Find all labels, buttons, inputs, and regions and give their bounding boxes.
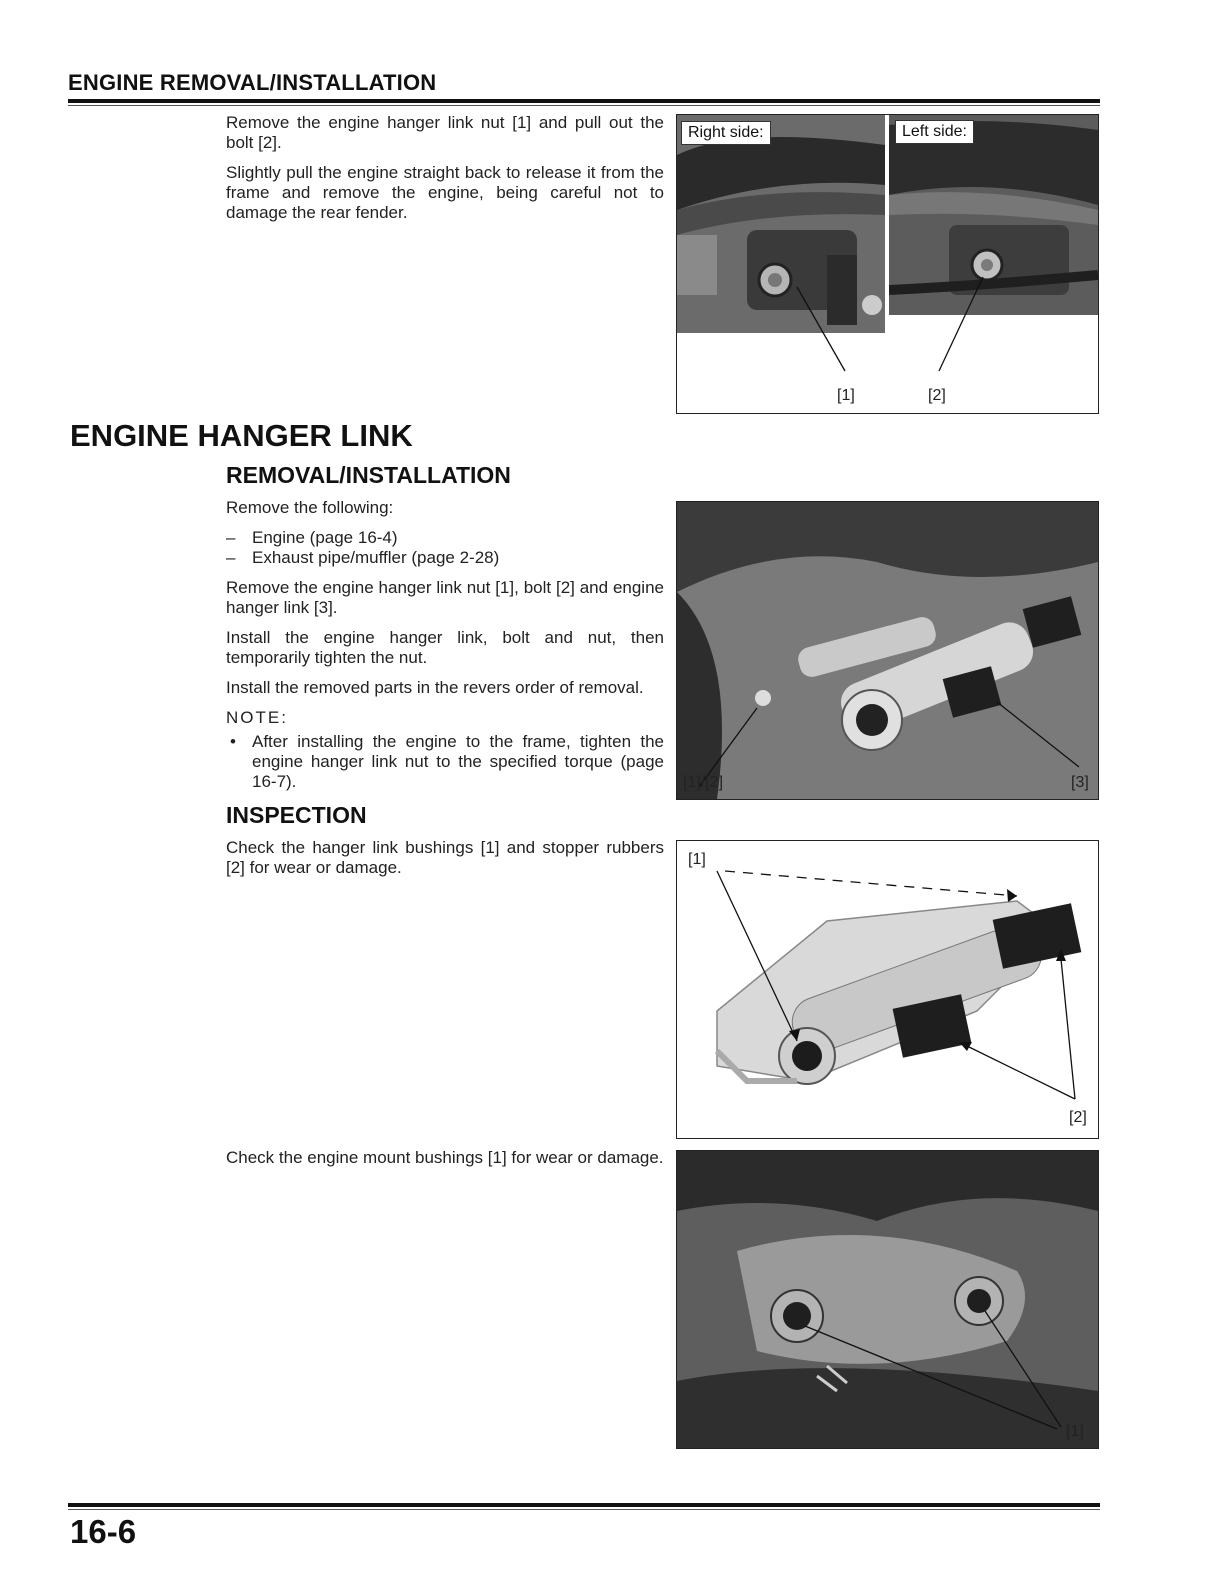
note-list xyxy=(226,732,664,792)
photo-hanger-link-installed xyxy=(677,502,1098,799)
subsection-removal-installation: REMOVAL/INSTALLATION xyxy=(226,462,511,488)
remove-list xyxy=(226,528,664,568)
figure-hanger-link-installed xyxy=(676,501,1099,800)
photo-hanger-link-part xyxy=(677,841,1098,1138)
callout-bushings: [1] xyxy=(688,851,706,868)
step-paragraph-2: Install the engine hanger link, bolt and nut, then temporarily tighten the nut. xyxy=(226,628,664,667)
note-label: NOTE: xyxy=(226,708,288,727)
page-header-title: ENGINE REMOVAL/INSTALLATION xyxy=(68,70,437,95)
callout-hanger-link: [3] xyxy=(1071,774,1089,791)
header-rule-thin xyxy=(68,105,1100,106)
removal-installation-text xyxy=(226,498,664,792)
section-title: ENGINE HANGER LINK xyxy=(70,418,413,453)
note-item: • After installing the engine to the frame, tighten the engine hanger link nut to the specified torque (page 16-7). xyxy=(226,732,664,792)
callout-1-nut: [1] xyxy=(837,387,855,404)
inspection-paragraph-2: Check the engine mount bushings [1] for wear or damage. xyxy=(226,1148,664,1167)
figure-engine-mount-bushings xyxy=(676,1150,1099,1449)
callout-mount-bushings: [1] xyxy=(1066,1423,1084,1440)
footer-rule xyxy=(68,1503,1100,1507)
removal-text-block xyxy=(226,113,664,233)
step-paragraph-1: Remove the engine hanger link nut [1], bolt [2] and engine hanger link [3]. xyxy=(226,578,664,617)
intro-text: Remove the following: xyxy=(226,498,394,517)
figure-hanger-link-bushings xyxy=(676,840,1099,1139)
label-left-side: Left side: xyxy=(895,120,974,144)
removal-paragraph-2: Slightly pull the engine straight back to release it from the frame and remove the engine, being careful not to damage the rear fender. xyxy=(226,163,664,222)
photo-engine-mount xyxy=(677,1151,1098,1448)
inspection-text-2 xyxy=(226,1148,664,1178)
label-right-side: Right side: xyxy=(681,121,771,145)
page-number: 16-6 xyxy=(70,1513,137,1550)
removal-paragraph-1: Remove the engine hanger link nut [1] and pull out the bolt [2]. xyxy=(226,113,664,152)
callout-2-bolt: [2] xyxy=(928,387,946,404)
header-rule xyxy=(68,99,1100,103)
inspection-text-1 xyxy=(226,838,664,888)
figure-engine-hanger-bolt xyxy=(676,114,1099,414)
callout-nut-bolt: [1]/[2] xyxy=(683,774,724,791)
footer-rule-thin xyxy=(68,1509,1100,1510)
list-item: – Exhaust pipe/muffler (page 2-28) xyxy=(226,548,664,568)
subsection-inspection: INSPECTION xyxy=(226,802,367,828)
figure1-leader-lines xyxy=(677,115,1098,413)
step-paragraph-3: Install the removed parts in the revers order of removal. xyxy=(226,678,644,697)
inspection-paragraph-1: Check the hanger link bushings [1] and stopper rubbers [2] for wear or damage. xyxy=(226,838,664,877)
list-item: – Engine (page 16-4) xyxy=(226,528,664,548)
callout-stopper-rubbers: [2] xyxy=(1069,1109,1087,1126)
